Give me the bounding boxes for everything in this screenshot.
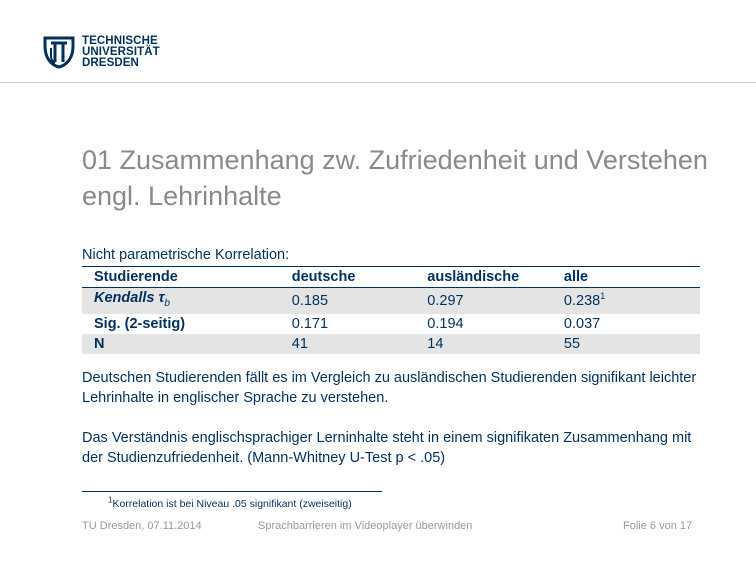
table-cell: 0.037 <box>563 315 601 332</box>
table-row <box>82 314 700 334</box>
column-header-studierende: Studierende <box>82 267 280 288</box>
row-label-n: N <box>82 334 280 354</box>
table-caption: Nicht parametrische Korrelation: <box>82 247 290 263</box>
table-cell: 14 <box>415 334 552 354</box>
column-header-alle: alle <box>552 267 700 288</box>
tu-logo-icon <box>41 34 77 70</box>
table-cell: 0.297 <box>415 288 552 314</box>
footnote-divider <box>82 491 382 492</box>
logo-wordmark <box>82 36 160 69</box>
footer-slide-number: Folie 6 von 17 <box>623 520 693 532</box>
table-cell: 0.171 <box>291 315 329 332</box>
paragraph-finding-1: Deutschen Studierenden fällt es im Vergleich zu ausländischen Studierenden signifikant leichter Lehrinhalte in englischer Sprache zu verstehen. <box>82 370 697 406</box>
logo-line-1: TECHNISCHE <box>82 35 158 47</box>
table-cell: 55 <box>552 334 700 354</box>
header-divider <box>0 82 756 83</box>
table-row <box>82 288 700 314</box>
column-header-auslaendische: ausländische <box>415 267 552 288</box>
kendalls-label-text: Kendalls τ <box>94 290 165 306</box>
table-cell: 0.185 <box>280 288 416 314</box>
table-cell: 0.194 <box>427 315 464 332</box>
row-label-sig: Sig. (2-seitig) <box>94 315 186 332</box>
footnote-number: 1 <box>108 495 113 505</box>
kendalls-subscript: b <box>164 297 170 309</box>
column-header-deutsche: deutsche <box>280 267 416 288</box>
slide-title: 01 Zusammenhang zw. Zufriedenheit und Verstehen engl. Lehrinhalte <box>82 145 708 211</box>
footer-date: TU Dresden, 07.11.2014 <box>82 520 202 532</box>
footnote-mark: 1 <box>600 291 606 302</box>
table-cell-value: 0.238 <box>563 292 601 309</box>
row-label-kendalls <box>82 288 280 314</box>
logo-line-3: DRESDEN <box>82 57 139 69</box>
correlation-table <box>82 266 700 354</box>
tu-dresden-logo <box>41 34 181 74</box>
footer-presentation-title: Sprachbarrieren im Videoplayer überwinden <box>258 520 473 532</box>
paragraph-finding-2: Das Verständnis englischsprachiger Lerninhalte steht in einem signifikaten Zusammenhang mit der Studienzufriedenheit. (Mann-Whitney U-Test p < .05) <box>82 430 692 466</box>
table-cell-with-footnote <box>552 288 700 314</box>
table-header-row <box>82 267 700 288</box>
footnote-text: Korrelation ist bei Niveau .05 signifikant (zweiseitig) <box>112 498 352 510</box>
table-cell: 41 <box>280 334 416 354</box>
table-row <box>82 334 700 354</box>
logo-line-2: UNIVERSITÄT <box>82 46 160 58</box>
footnote <box>108 495 352 510</box>
